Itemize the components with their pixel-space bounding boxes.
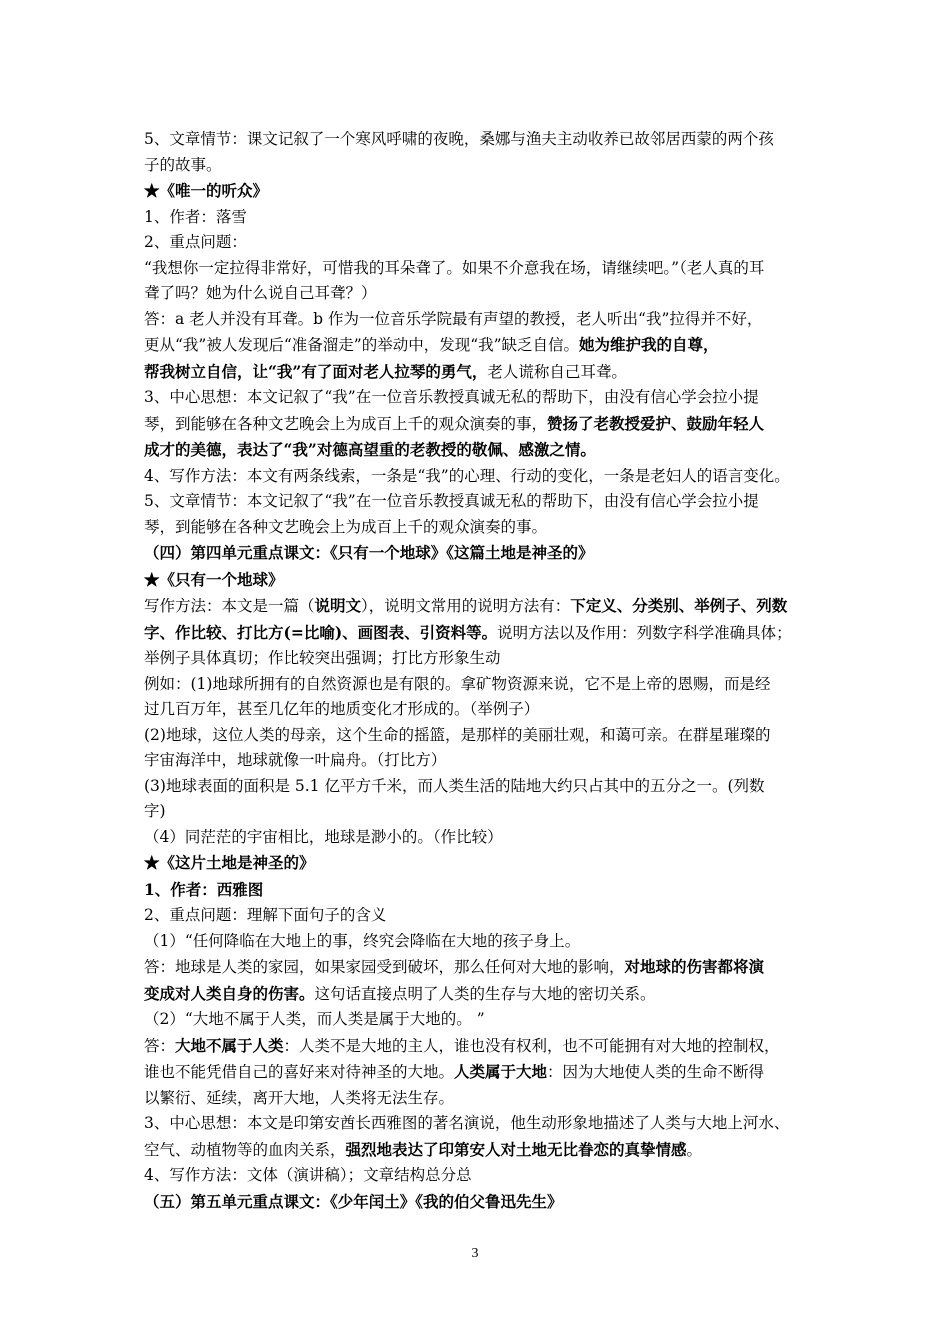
text-line bbox=[144, 437, 824, 464]
text-segment: 说明方法以及作用：列数字科学准确具体； bbox=[497, 623, 792, 642]
text-line bbox=[144, 359, 824, 386]
text-line bbox=[144, 515, 824, 541]
text-segment: 这句话直接点明了人类的生存与大地的密切关系。 bbox=[314, 984, 656, 1003]
text-line bbox=[144, 411, 824, 438]
bold-text: （五）第五单元重点课文：《少年闰土》《我的伯父鲁迅先生》 bbox=[144, 1191, 563, 1211]
bold-text: 说明文 bbox=[314, 596, 362, 615]
text-segment: 4、写作方法：文体（演讲稿）；文章结构总分总 bbox=[144, 1166, 472, 1184]
text-line bbox=[144, 1163, 824, 1189]
text-segment: 举例子具体真切；作比较突出强调；打比方形象生动 bbox=[144, 649, 501, 667]
text-line bbox=[144, 620, 824, 647]
bold-text: 字、作比较、打比方(=比喻)、画图表、引资料等。 bbox=[144, 622, 498, 642]
text-segment: “我想你一定拉得非常好，可惜我的耳朵聋了。如果不介意我在场，请继续吧。”（老人真的耳 bbox=[144, 258, 765, 277]
text-segment: 空气、动植物等的血肉关系， bbox=[144, 1140, 346, 1159]
bold-text: 人类属于大地 bbox=[454, 1062, 548, 1081]
text-segment: 1、作者：落雪 bbox=[144, 207, 247, 226]
text-segment: 例如：(1)地球所拥有的自然资源也是有限的。拿矿物资源来说，它不是上帝的恩赐，而是经 bbox=[144, 674, 771, 693]
text-segment: 3、中心思想：本文是印第安酋长西雅图的著名演说，他生动形象地描述了人类与大地上河水、 bbox=[144, 1114, 790, 1132]
text-line bbox=[144, 540, 824, 567]
page-number: 3 bbox=[471, 1246, 479, 1261]
bold-text: 下定义、分类别、举例子、列数 bbox=[570, 596, 788, 615]
text-line bbox=[144, 593, 824, 620]
text-line bbox=[144, 385, 824, 411]
text-segment: ：因为大地使人类的生命不断得 bbox=[547, 1063, 765, 1081]
text-line bbox=[144, 205, 824, 231]
text-line bbox=[144, 464, 824, 490]
text-segment: 过几百万年，甚至几亿年的地质变化才形成的。（举例子） bbox=[144, 700, 540, 718]
text-line bbox=[144, 281, 824, 307]
text-segment: 子的故事。 bbox=[144, 155, 222, 174]
bold-text: 变成对人类自身的伤害。 bbox=[144, 983, 315, 1003]
text-line bbox=[144, 178, 824, 205]
text-segment: 写作方法：本文是一篇（ bbox=[144, 597, 315, 615]
bold-text: ★《只有一个地球》 bbox=[144, 569, 284, 589]
text-line bbox=[144, 489, 824, 515]
text-segment: ），说明文常用的说明方法有： bbox=[361, 597, 571, 615]
bold-text: 成才的美德，表达了“我”对德高望重的老教授的敬佩、感激之情。 bbox=[144, 440, 596, 459]
bold-text: 赞扬了老教授爱护、鼓励年轻人 bbox=[547, 413, 765, 433]
text-line bbox=[144, 981, 824, 1008]
text-segment: 2、重点问题： bbox=[144, 233, 247, 251]
text-line bbox=[144, 307, 824, 333]
text-segment: (2)地球，这位人类的母亲，这个生命的摇篮，是那样的美丽壮观，和蔼可亲。在群星璀璨的 bbox=[144, 725, 771, 744]
text-segment: (3)地球表面的面积是 5.1 亿平方千米，而人类生活的陆地大约只占其中的五分之一。(列数 bbox=[144, 776, 765, 795]
text-segment: 。 bbox=[686, 1140, 703, 1159]
text-line bbox=[144, 1137, 824, 1164]
text-segment: 答： bbox=[144, 1036, 176, 1055]
text-segment: （4）同茫茫的宇宙相比，地球是渺小的。（作比较） bbox=[144, 827, 503, 846]
text-line bbox=[144, 748, 824, 774]
text-line bbox=[144, 230, 824, 256]
text-line bbox=[144, 825, 824, 851]
bold-text: 帮我树立自信，让“我”有了面对老人拉琴的勇气， bbox=[144, 361, 488, 381]
text-segment: 字) bbox=[144, 802, 166, 820]
text-segment: （1）“任何降临在大地上的事，终究会降临在大地的孩子身上。 bbox=[144, 931, 581, 950]
text-segment: 老人谎称自己耳聋。 bbox=[487, 362, 627, 381]
text-segment: 2、重点问题：理解下面句子的含义 bbox=[144, 906, 387, 924]
text-line bbox=[144, 153, 824, 179]
bold-text: 对地球的伤害都将演 bbox=[624, 957, 765, 976]
text-segment: ：人类不是大地的主人，谁也没有权利，也不可能拥有对大地的控制权， bbox=[283, 1036, 780, 1055]
bold-text: （四）第四单元重点课文：《只有一个地球》《这篇土地是神圣的》 bbox=[144, 543, 594, 562]
text-segment: （2）“大地不属于人类，而人类是属于大地的。 ” bbox=[144, 1010, 485, 1028]
text-line bbox=[144, 1059, 824, 1086]
text-line bbox=[144, 256, 824, 282]
text-segment: 5、文章情节：课文记叙了一个寒风呼啸的夜晚，桑娜与渔夫主动收养已故邻居西蒙的两个孩 bbox=[144, 130, 774, 148]
text-line bbox=[144, 774, 824, 800]
bold-text: ★《这片土地是神圣的》 bbox=[144, 853, 315, 872]
text-line bbox=[144, 127, 824, 153]
text-segment: 谁也不能凭借自己的喜好来对待神圣的大地。 bbox=[144, 1063, 455, 1081]
text-segment: 4、写作方法：本文有两条线索，一条是“我”的心理、行动的变化，一条是老妇人的语言变化。 bbox=[144, 466, 790, 485]
bold-text: 1、作者：西雅图 bbox=[144, 879, 264, 899]
text-line bbox=[144, 697, 824, 723]
text-line bbox=[144, 1007, 824, 1033]
text-line bbox=[144, 723, 824, 749]
text-segment: 琴，到能够在各种文艺晚会上为成百上千的观众演奏的事。 bbox=[144, 517, 548, 536]
text-segment: 宇宙海洋中，地球就像一叶扁舟。（打比方） bbox=[144, 751, 447, 769]
bold-text: 她为维护我的自尊， bbox=[579, 335, 719, 354]
text-line bbox=[144, 929, 824, 955]
text-line bbox=[144, 567, 824, 594]
text-line bbox=[144, 954, 824, 981]
text-segment: 答：a 老人并没有耳聋。b 作为一位音乐学院最有声望的教授，老人听出“我”拉得并不好， bbox=[144, 309, 763, 328]
text-line bbox=[144, 1086, 824, 1112]
text-line bbox=[144, 877, 824, 904]
text-line bbox=[144, 332, 824, 359]
text-segment: 聋了吗？她为什么说自己耳聋？） bbox=[144, 284, 377, 302]
text-line bbox=[144, 1189, 824, 1216]
text-segment: 3、中心思想：本文记叙了“我”在一位音乐教授真诚无私的帮助下，由没有信心学会拉小提 bbox=[144, 388, 759, 406]
text-line bbox=[144, 1111, 824, 1137]
bold-text: ★《唯一的听众》 bbox=[144, 181, 269, 200]
bold-text: 大地不属于人类 bbox=[175, 1035, 284, 1055]
text-line bbox=[144, 850, 824, 877]
document-body bbox=[144, 127, 824, 1215]
text-segment: 5、文章情节：本文记叙了“我”在一位音乐教授真诚无私的帮助下，由没有信心学会拉小提 bbox=[144, 492, 759, 510]
text-segment: 琴，到能够在各种文艺晚会上为成百上千的观众演奏的事， bbox=[144, 414, 548, 433]
text-line bbox=[144, 646, 824, 672]
text-line bbox=[144, 1033, 824, 1060]
text-segment: 答：地球是人类的家园，如果家园受到破坏，那么任何对大地的影响， bbox=[144, 958, 625, 976]
text-line bbox=[144, 903, 824, 929]
text-line bbox=[144, 799, 824, 825]
text-segment: 以繁衍、延续，离开大地，人类将无法生存。 bbox=[144, 1088, 455, 1107]
text-segment: 更从“我”被人发现后“准备溜走”的举动中，发现“我”缺乏自信。 bbox=[144, 336, 580, 354]
text-line bbox=[144, 672, 824, 698]
bold-text: 强烈地表达了印第安人对土地无比眷恋的真挚情感 bbox=[345, 1139, 687, 1159]
